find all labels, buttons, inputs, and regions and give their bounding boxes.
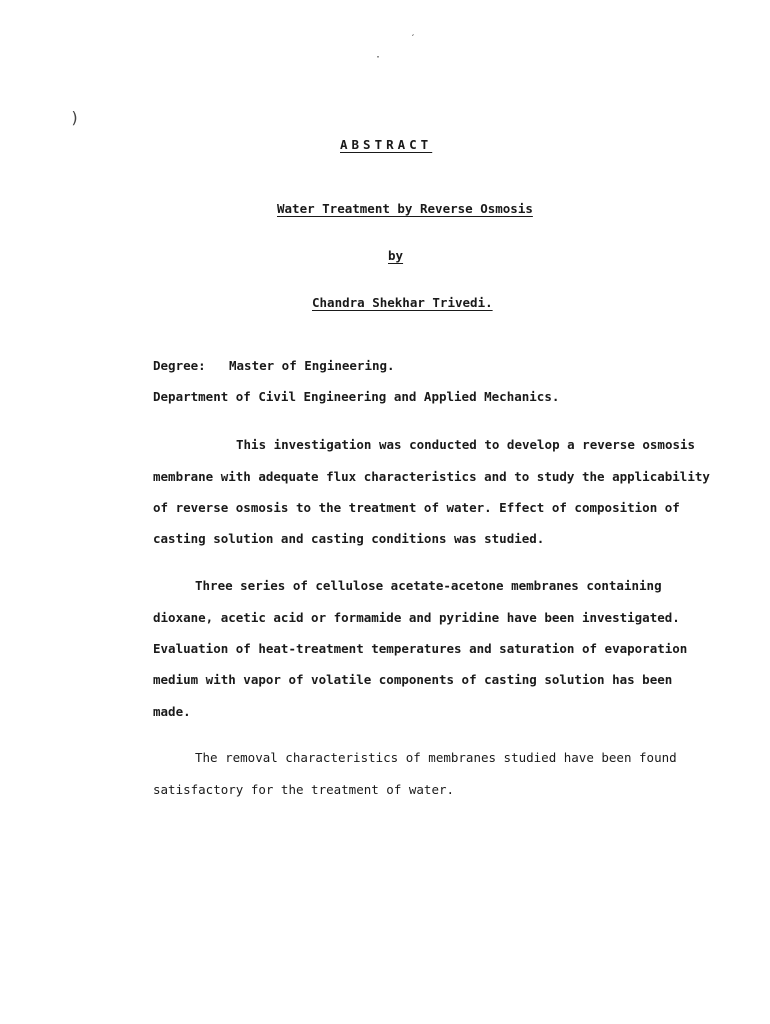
- paragraph1-line: casting solution and casting conditions was studied.: [153, 531, 545, 546]
- degree-line: [153, 358, 395, 373]
- paragraph3-line: satisfactory for the treatment of water.: [153, 782, 455, 797]
- scan-mark-left: ): [70, 108, 80, 127]
- thesis-title: Water Treatment by Reverse Osmosis: [277, 201, 533, 216]
- paragraph2-line: Three series of cellulose acetate-acetone membranes containing: [195, 578, 662, 593]
- paragraph1-line: membrane with adequate flux characteristics and to study the applicability: [153, 469, 710, 484]
- scan-mark-dot: ·: [375, 52, 382, 63]
- paragraph3-line: The removal characteristics of membranes studied have been found: [195, 750, 677, 765]
- degree-label: Degree:: [153, 358, 206, 373]
- degree-value: Master of Engineering.: [229, 358, 395, 373]
- department-line: Department of Civil Engineering and Applied Mechanics.: [153, 389, 560, 404]
- paragraph2-line: dioxane, acetic acid or formamide and pyridine have been investigated.: [153, 610, 680, 625]
- by-line: by: [388, 248, 404, 263]
- paragraph1-line: of reverse osmosis to the treatment of water. Effect of composition of: [153, 500, 680, 515]
- paragraph2-line: made.: [153, 704, 191, 719]
- abstract-heading: ABSTRACT: [340, 137, 433, 152]
- scan-mark-top: ˊ: [410, 34, 417, 45]
- paragraph2-line: Evaluation of heat-treatment temperatures and saturation of evaporation: [153, 641, 688, 656]
- author-name: Chandra Shekhar Trivedi.: [312, 295, 493, 310]
- paragraph1-line: This investigation was conducted to develop a reverse osmosis: [236, 437, 696, 452]
- paragraph2-line: medium with vapor of volatile components of casting solution has been: [153, 672, 673, 687]
